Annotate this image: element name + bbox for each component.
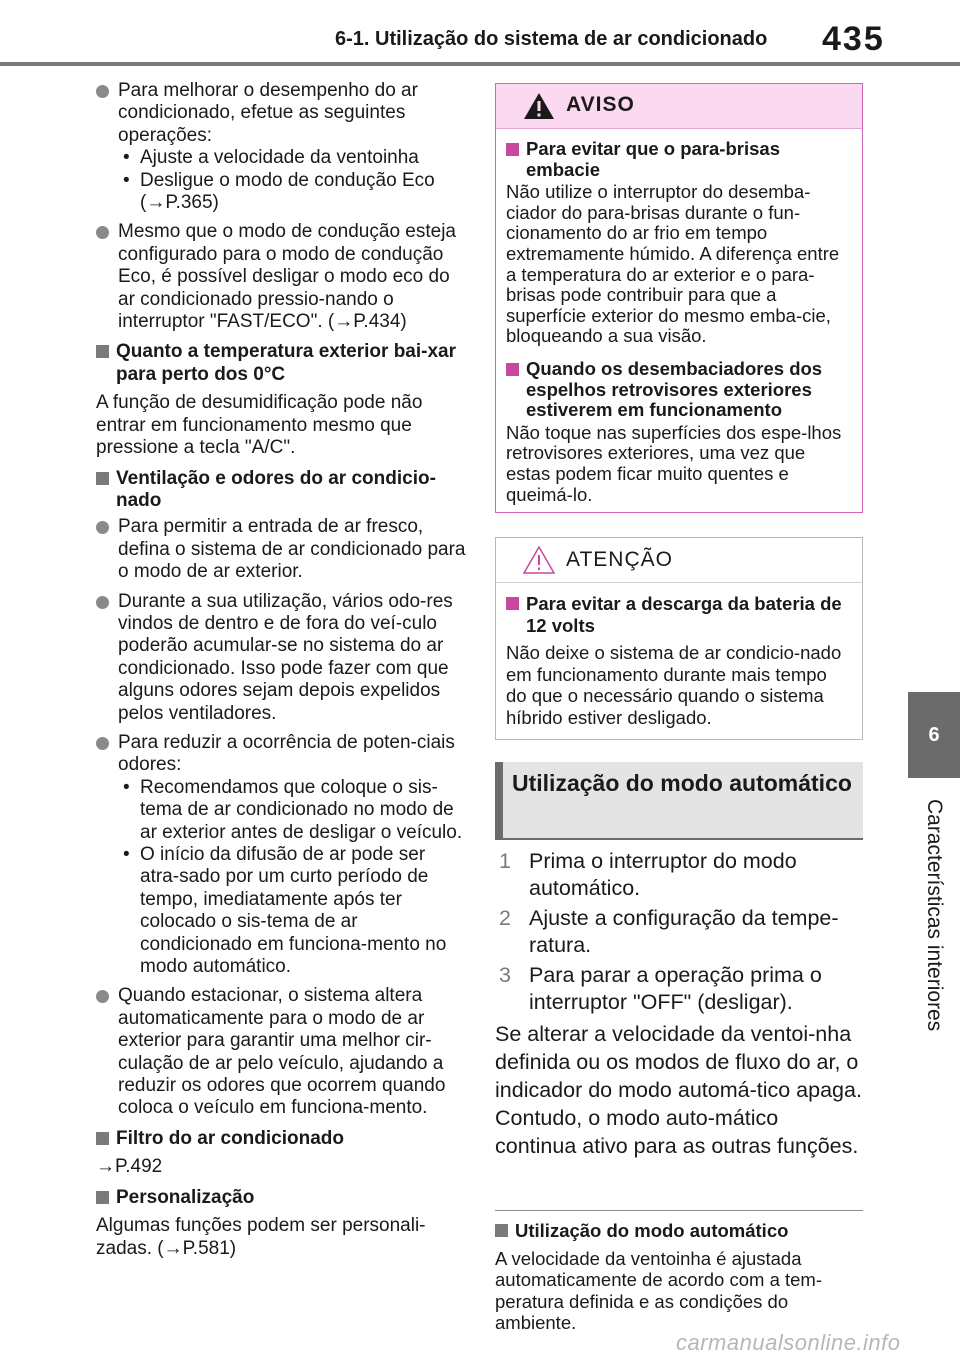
paragraph: A função de desumidificação pode não entrar em funcionamento mesmo que pressione a tecla "A/C". — [96, 392, 423, 459]
subheading-text: Personalização — [116, 1186, 255, 1208]
square-bullet-icon — [495, 1224, 508, 1237]
square-bullet-icon — [96, 472, 109, 485]
subheading-text: Ventilação e odores do ar condicio-nado — [116, 467, 436, 511]
square-bullet-icon — [96, 1132, 109, 1145]
square-bullet-icon — [506, 363, 519, 376]
steps-list — [495, 848, 863, 1160]
step-item — [495, 848, 863, 902]
bullet-dot-icon — [96, 226, 109, 239]
sub-item: • Ajuste a velocidade da ventoinha — [118, 147, 468, 169]
paragraph: Se alterar a velocidade da ventoi-nha definida ou os modos de fluxo do ar, o indicador do modo automá-tico apaga. Contudo, o modo auto-mático continua ativo para as outras funções. — [495, 1022, 862, 1158]
caution-triangle-icon — [522, 545, 556, 575]
step-number: 2 — [499, 906, 511, 930]
step-item — [495, 962, 863, 1016]
chapter-number: 6 — [928, 723, 940, 746]
notice-title: ATENÇÃO — [566, 548, 673, 571]
watermark: carmanualsonline.info — [676, 1330, 901, 1355]
list-item — [96, 732, 468, 978]
subheading-text: Utilização do modo automático — [515, 1220, 789, 1241]
bullet-text: Para permitir a entrada de ar fresco, defina o sistema de ar condicionado para o modo de ar exterior. — [118, 516, 466, 583]
list-item — [96, 985, 468, 1119]
heading-accent-bar — [495, 762, 503, 838]
paragraph: Não toque nas superfícies dos espe-lhos retrovisores exteriores, uma vez que estas podem ficar muito quentes e queimá-lo. — [506, 421, 842, 505]
subheading — [506, 593, 850, 636]
warning-title: AVISO — [566, 93, 635, 116]
notice-header — [496, 538, 862, 583]
warning-triangle-icon — [522, 91, 556, 121]
page-number: 435 — [822, 20, 885, 58]
bullet-text: Durante a sua utilização, vários odo-res vindos de dentro e de fora do veí-culo poderão acumular-se no sistema do ar condicionado. Isso pode fazer com que alguns odores sejam depois expelidos pelos ventiladores. — [118, 590, 453, 724]
sub-item: • O início da difusão de ar pode ser atra-sado por um curto período de tempo, imediatamente após ter colocado o sis-tema de ar condicionado em funciona-mento no modo automático. — [118, 844, 468, 978]
subheading — [96, 1128, 468, 1150]
chapter-label: Características interiores — [923, 798, 946, 1032]
list-item — [96, 221, 468, 333]
subheading-text: Filtro do ar condicionado — [116, 1127, 344, 1149]
left-column — [96, 80, 468, 1268]
section-heading — [495, 762, 863, 840]
chapter-tab[interactable] — [908, 692, 960, 778]
subheading — [506, 139, 850, 180]
warning-box — [495, 83, 863, 513]
chapter-side-label — [908, 790, 960, 1040]
paragraph: Não deixe o sistema de ar condicio-nado em funcionamento durante mais tempo do que o necessário quando o sistema híbrido estiver desligado. — [506, 642, 842, 728]
subheading — [495, 1220, 863, 1242]
list-item — [96, 80, 468, 214]
subheading-text: Quanto a temperatura exterior bai-xar para perto dos 0°C — [116, 341, 456, 385]
square-bullet-icon — [506, 597, 519, 610]
bullet-text: Quando estacionar, o sistema altera automaticamente para o modo de ar exterior para garantir uma melhor cir-culação de ar pelo veículo, ajudando a reduzir os odores que ocorrem quando coloca o veículo em funciona-mento. — [118, 985, 446, 1119]
subheading-text: Para evitar a descarga da bateria de 12 volts — [526, 593, 842, 636]
square-bullet-icon — [96, 345, 109, 358]
auto-mode-subsection — [495, 1214, 863, 1342]
step-text: Prima o interruptor do modo automático. — [529, 849, 797, 900]
step-number: 1 — [499, 849, 511, 873]
subheading-text: Quando os desembaciadores dos espelhos retrovisores exteriores estiverem em funcionamento — [526, 357, 823, 421]
subheading — [96, 468, 468, 513]
subheading — [96, 341, 468, 386]
step-item — [495, 905, 863, 959]
bullet-text: Para melhorar o desempenho do ar condicionado, efetue as seguintes operações: — [118, 80, 418, 146]
paragraph: A velocidade da ventoinha é ajustada automaticamente de acordo com a tem-peratura definida e as condições do ambiente. — [495, 1247, 822, 1333]
step-text: Ajuste a configuração da tempe-ratura. — [529, 906, 839, 957]
list-item — [96, 516, 468, 583]
subheading — [506, 359, 850, 421]
subheading-text: Para evitar que o para-brisas embacie — [526, 138, 780, 180]
subheading — [96, 1187, 468, 1209]
step-number: 3 — [499, 963, 511, 987]
sub-item: • Desligue o modo de condução Eco (→P.365) — [118, 170, 468, 215]
paragraph: Algumas funções podem ser personali-zadas. (→P.581) — [96, 1215, 426, 1259]
section-heading-text: Utilização do modo automático — [512, 770, 852, 796]
warning-header — [496, 84, 862, 129]
page-reference-link[interactable]: →P.492 — [96, 1156, 163, 1178]
list-item — [96, 591, 468, 725]
bullet-dot-icon — [96, 990, 109, 1003]
subsection-divider — [495, 1210, 863, 1211]
square-bullet-icon — [506, 143, 519, 156]
bullet-dot-icon — [96, 85, 109, 98]
header-divider — [0, 62, 960, 66]
bullet-text: Para reduzir a ocorrência de poten-ciais odores: — [118, 731, 455, 776]
notice-box — [495, 537, 863, 740]
warning-body — [496, 129, 862, 505]
section-title: 6-1. Utilização do sistema de ar condicionado — [335, 28, 768, 50]
bullet-dot-icon — [96, 521, 109, 534]
paragraph: Não utilize o interruptor do desemba-ciador do para-brisas durante o fun-cionamento do ar frio em tempo extremamente húmido. A diferença entre a temperatura do ar exterior e o para-brisas pode contribuir para que a superfície exterior do mesmo emba-cie, bloqueando a sua visão. — [506, 181, 840, 347]
bullet-dot-icon — [96, 596, 109, 609]
bullet-dot-icon — [96, 737, 109, 750]
sub-item: • Recomendamos que coloque o sis-tema de ar condicionado no modo de ar exterior antes de desligar o veículo. — [118, 777, 468, 844]
step-text: Para parar a operação prima o interruptor "OFF" (desligar). — [529, 963, 822, 1014]
square-bullet-icon — [96, 1191, 109, 1204]
bullet-text: Mesmo que o modo de condução esteja configurado para o modo de condução Eco, é possível desligar o modo eco do ar condicionado pressio-nando o interruptor "FAST/ECO". (→P.434) — [118, 221, 456, 333]
notice-body — [496, 583, 862, 728]
